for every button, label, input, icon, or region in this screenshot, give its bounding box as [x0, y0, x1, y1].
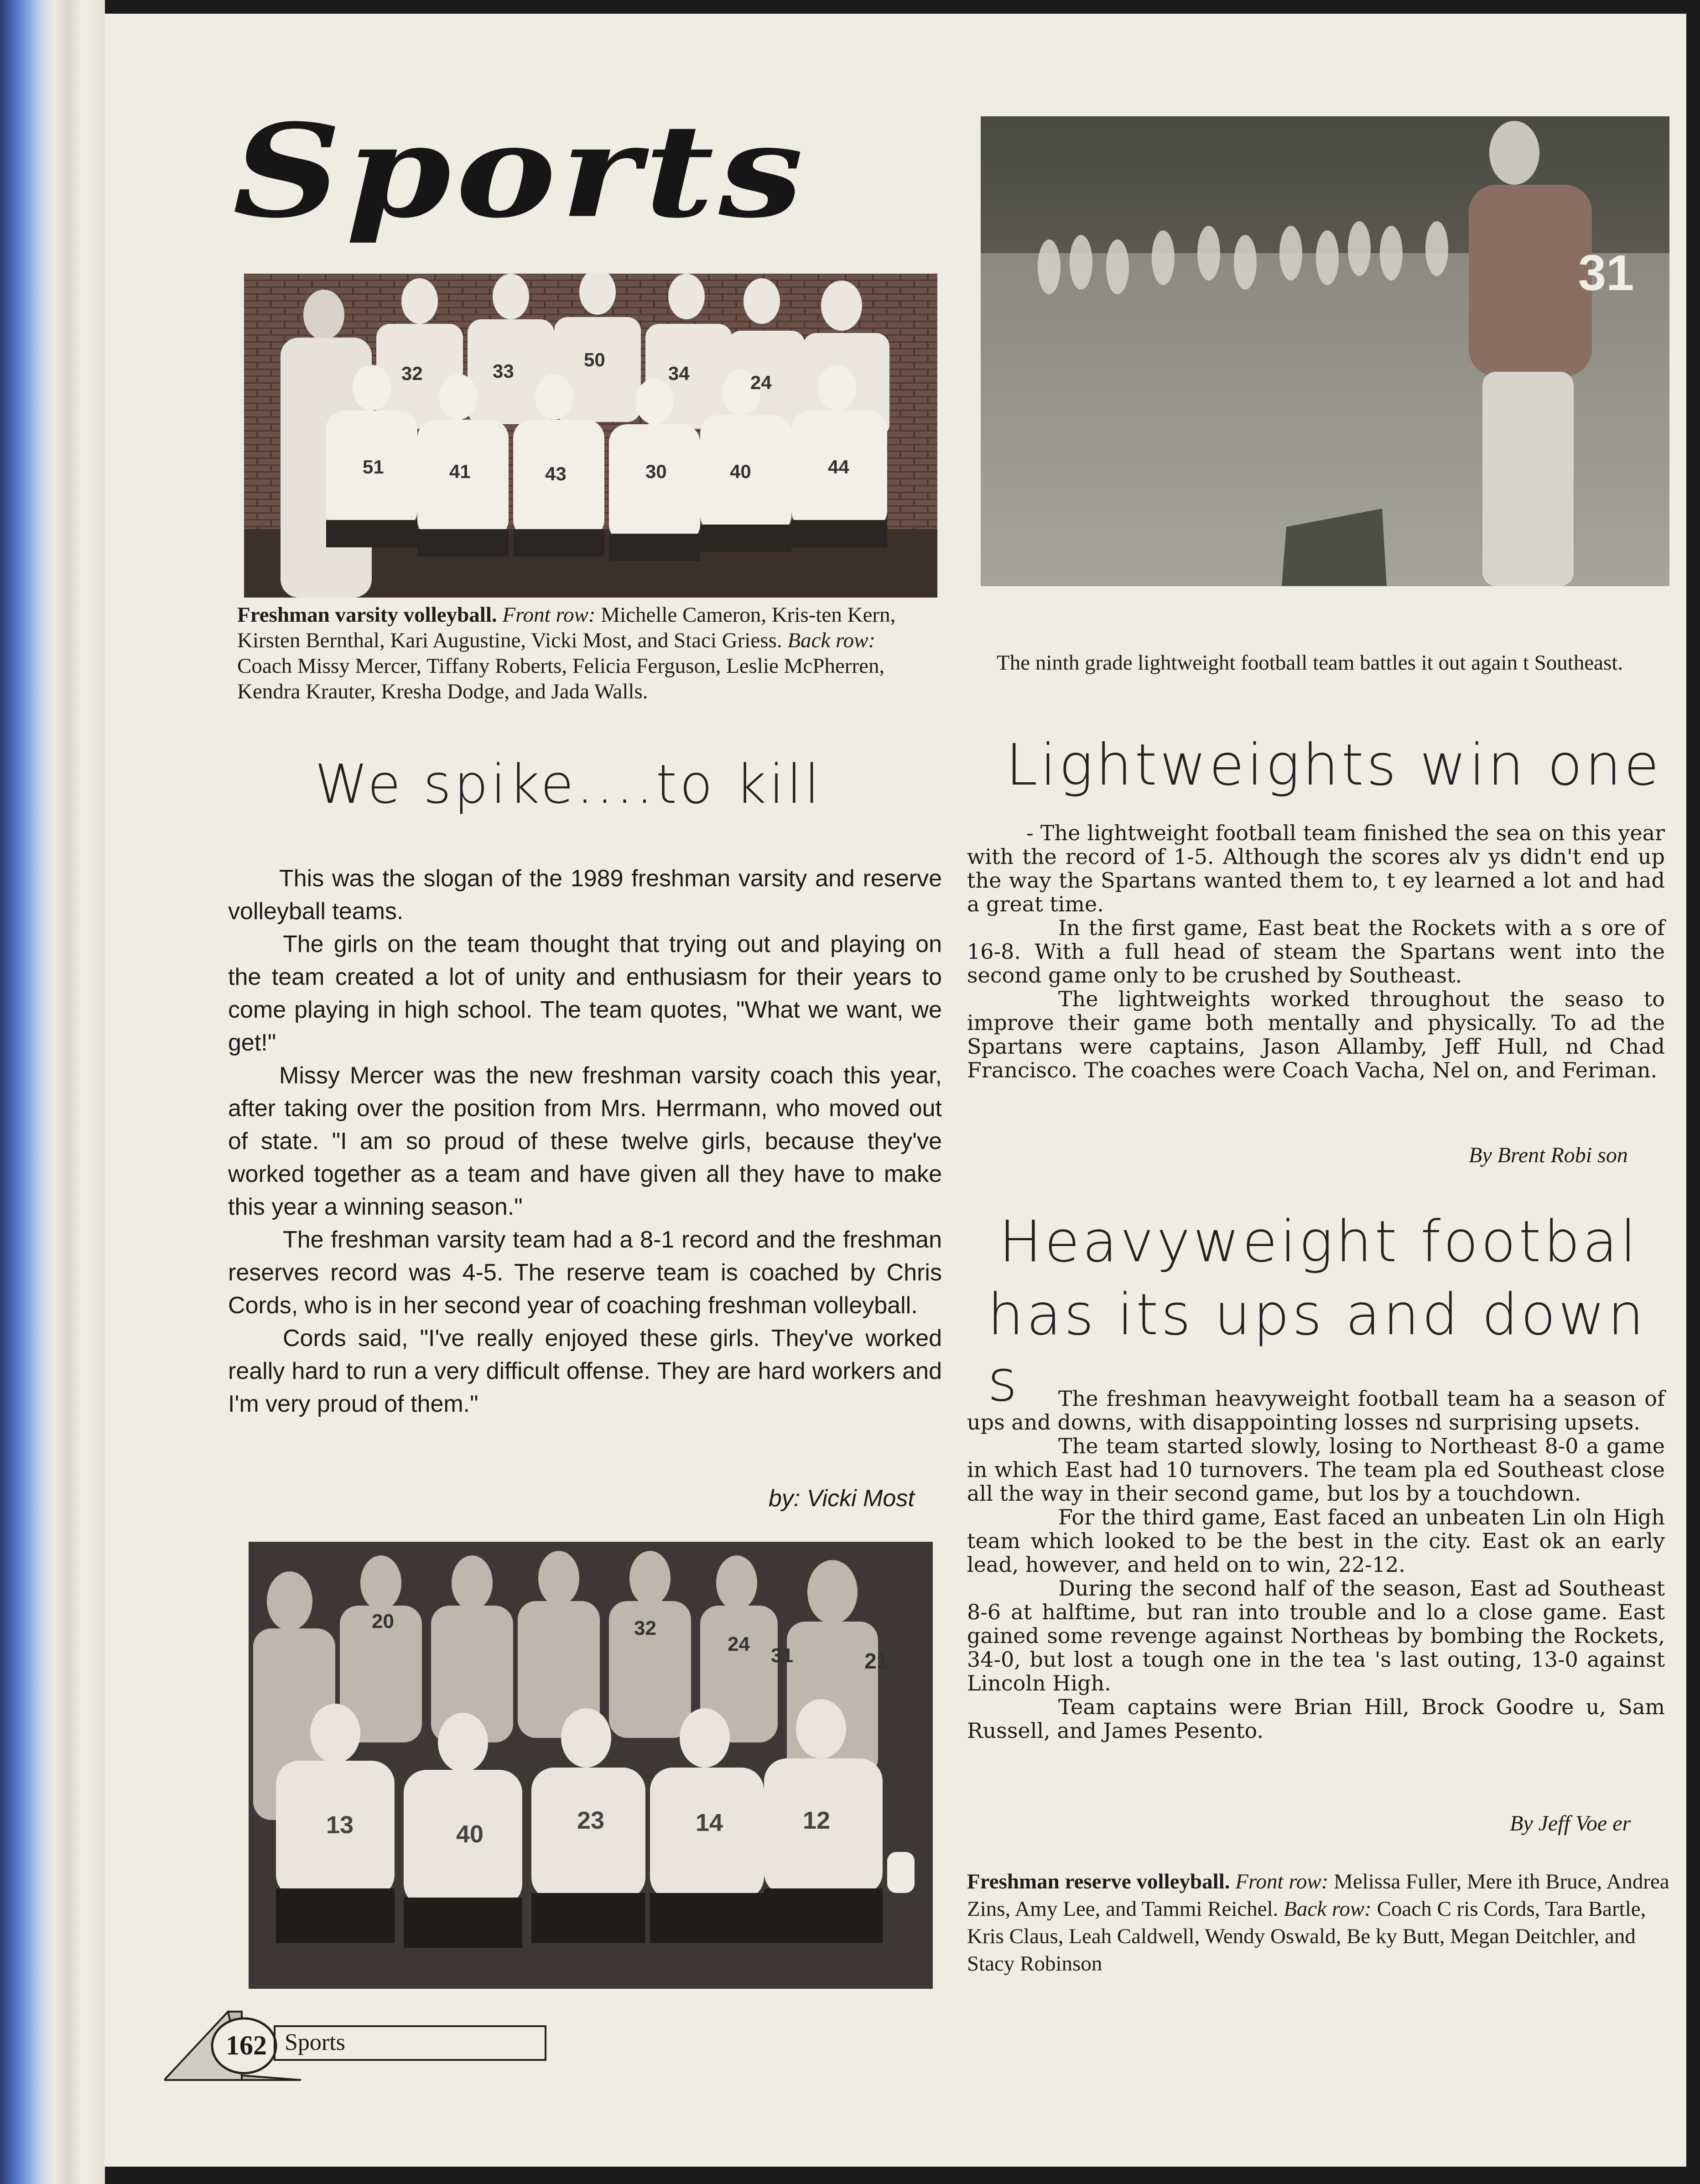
jersey-number: 23: [577, 1807, 605, 1834]
caption-back-label: Back row:: [787, 629, 876, 652]
heavyweight-headline-line2: has its ups and down s: [988, 1282, 1647, 1414]
section-title: Sports: [233, 96, 808, 246]
folio-section-label: Sports: [285, 2029, 345, 2055]
caption-back-names: Coach C ris Cords, Tara Bartle, Kris Claus, Leah Caldwell, Wendy Oswald, Be ky Butt, Megan Deitchler, and Stacy Robinson: [967, 1897, 1646, 1976]
paragraph: Team captains were Brian Hill, Brock Goodre u, Sam Russell, and James Pesento.: [967, 1695, 1665, 1743]
jersey-number: 31: [1578, 245, 1634, 301]
football-photo: [981, 116, 1669, 586]
jersey-number: 32: [634, 1617, 656, 1639]
jersey-number: 40: [456, 1820, 484, 1848]
heavyweight-headline-line1: Heavyweight footbal: [999, 1209, 1639, 1275]
varsity-photo-drawing: [244, 274, 937, 598]
varsity-caption: [237, 602, 931, 704]
jersey-number: 32: [401, 363, 423, 384]
reserve-caption: [967, 1868, 1669, 1977]
caption-front-label: Front row:: [1235, 1870, 1329, 1893]
paragraph: - The lightweight football team finished the sea on this year with the record of 1-5. Although the scores alv ys didn't end up the way the Spartans wanted them to, t ey learned a lot and had a great time.: [967, 821, 1665, 916]
reserve-team-photo: [249, 1542, 933, 1989]
jersey-number: 20: [372, 1610, 394, 1633]
paragraph: Cords said, "I've really enjoyed these girls. They've worked really hard to run a very difficult offense. They are hard workers and I'm very proud of them.": [228, 1325, 942, 1417]
heavyweight-byline: By Jeff Voe er: [1510, 1811, 1631, 1836]
lightweight-article-body: [967, 821, 1665, 1082]
caption-front-names: Melissa Fuller, Mere ith Bruce, Andrea Zins, Amy Lee, and Tammi Reichel.: [967, 1870, 1669, 1921]
jersey-number: 31: [771, 1644, 793, 1667]
paragraph: The girls on the team thought that trying out and playing on the team created a lot of unity and enthusiasm for their years to come playing in high school. The team quotes, "What we want, we get!": [228, 931, 942, 1056]
lightweight-headline: Lightweights win one: [1006, 732, 1662, 798]
paragraph: The lightweights worked throughout the seaso to improve their game both mentally and physically. To ad the Spartans were captains, Jason Allamby, Jeff Hull, nd Chad Francisco. The coaches were Coach Vacha, Nel on, and Feriman.: [967, 987, 1665, 1082]
jersey-number: 40: [730, 461, 751, 482]
caption-front-label: Front row:: [502, 603, 596, 627]
jersey-number: 44: [828, 456, 849, 478]
paragraph: The freshman varsity team had a 8-1 record and the freshman reserves record was 4-5. The reserve team is coached by Chris Cords, who is in her second year of coaching freshman volleyball.: [228, 1227, 942, 1319]
volleyball-byline: by: Vicki Most: [769, 1485, 915, 1512]
paragraph: The freshman heavyweight football team ha a season of ups and downs, with disappointing losses nd surprising upsets.: [967, 1386, 1665, 1435]
jersey-number: 21: [864, 1649, 889, 1674]
jersey-number: 12: [803, 1807, 831, 1834]
volleyball-article-body: [228, 862, 942, 1420]
jersey-number: 24: [750, 372, 772, 393]
paragraph: The team started slowly, losing to Northeast 8-0 a game in which East had 10 turnovers. The team pla ed Southeast close all the way in their second game, but los by a touchdown.: [967, 1434, 1665, 1506]
caption-lead: Freshman reserve volleyball.: [967, 1870, 1230, 1893]
book-binding-edge: [0, 0, 105, 2184]
jersey-number: 14: [696, 1809, 723, 1836]
jersey-number: 41: [449, 461, 471, 482]
volleyball-headline: We spike....to kill: [315, 753, 822, 816]
jersey-number: 33: [493, 360, 514, 382]
jersey-number: 24: [728, 1633, 750, 1655]
paragraph: In the first game, East beat the Rockets with a s ore of 16-8. With a full head of steam the Spartans went into the second game only to be crushed by Southeast.: [967, 915, 1665, 988]
jersey-number: 51: [363, 456, 384, 478]
jersey-number: 13: [326, 1811, 354, 1839]
caption-back-label: Back row:: [1284, 1897, 1372, 1921]
jersey-number: 50: [584, 349, 605, 370]
page-number: 162: [226, 2030, 267, 2060]
jersey-number: 30: [645, 461, 667, 482]
football-photo-drawing: [981, 116, 1669, 586]
paragraph: For the third game, East faced an unbeaten Lin oln High team which looked to be the best in the city. East ok an early lead, however, and held on to win, 22-12.: [967, 1505, 1665, 1577]
paragraph: During the second half of the season, East ad Southeast 8-6 at halftime, but ran into trouble and lo a close game. East gained some revenge against Northeas by bombing the Rockets, 34-0, but lost a tough one in the tea 's last outing, 13-0 against Lincoln High.: [967, 1576, 1665, 1695]
paragraph: Missy Mercer was the new freshman varsity coach this year, after taking over the position from Mrs. Herrmann, who moved out of state. "I am so proud of these twelve girls, because they've worked together as a team and have given all they have to make this year a winning season.": [228, 1062, 942, 1220]
jersey-number: 34: [668, 363, 690, 384]
reserve-photo-drawing: [249, 1542, 933, 1989]
caption-back-names: Coach Missy Mercer, Tiffany Roberts, Felicia Ferguson, Leslie McPherren, Kendra Krauter, Kresha Dodge, and Jada Walls.: [237, 654, 885, 703]
caption-front-names: Michelle Cameron, Kris-ten Kern, Kirsten Bernthal, Kari Augustine, Vicki Most, and Staci Griess.: [237, 603, 896, 652]
yearbook-page: [105, 14, 1686, 2167]
lightweight-byline: By Brent Robi son: [1469, 1143, 1628, 1167]
folio-label-box: [274, 2025, 546, 2061]
football-caption: The ninth grade lightweight football team battles it out again t Southeast.: [997, 651, 1623, 675]
paragraph: This was the slogan of the 1989 freshman varsity and reserve volleyball teams.: [228, 865, 942, 925]
heavyweight-article-body: [967, 1387, 1665, 1742]
varsity-team-photo: [244, 274, 937, 598]
caption-lead: Freshman varsity volleyball.: [237, 603, 497, 627]
jersey-number: 43: [545, 463, 567, 484]
